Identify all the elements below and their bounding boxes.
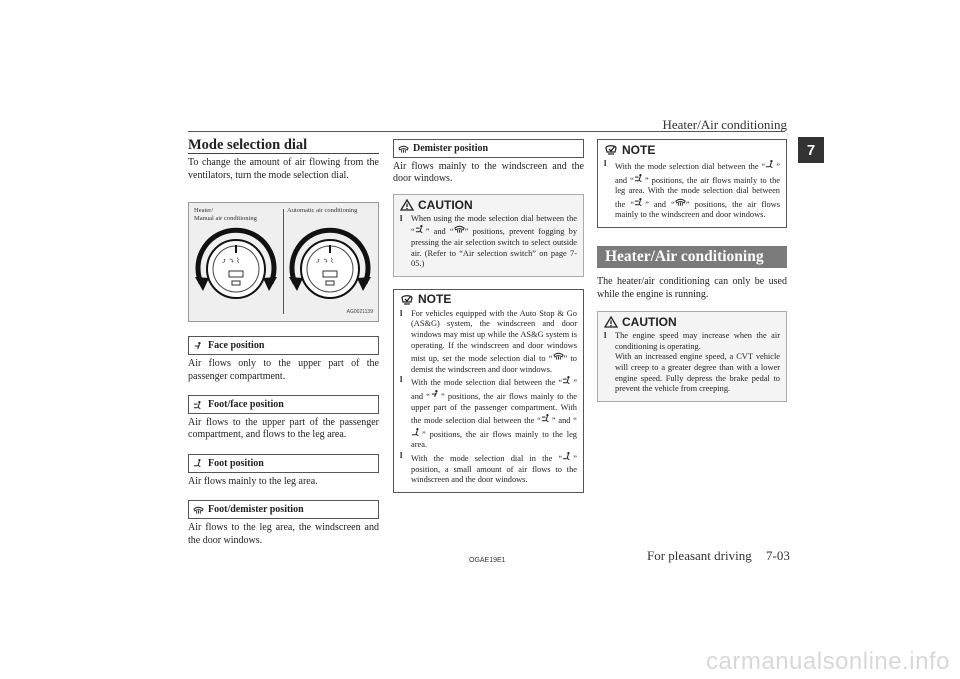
- note-icon: [400, 294, 414, 306]
- foot-demister-position-text: Air flows to the leg area, the windscreen and the door windows.: [188, 522, 379, 546]
- demister-position-heading: Demister position: [393, 139, 584, 158]
- note-item: l With the mode selection dial between the “ ” and “ ” positions, the air flows mainly to the leg area. With the mode selection dial between the “ ” and “ ” positions, the air flows mainly to the windscreen and door windows.: [604, 159, 780, 220]
- caution-item-2: l The engine speed may increase when the air conditioning is operating. With an increased engine speed, a CVT vehicle will creep to a greater degree than with a lower engine speed. Fully depress the brake pedal to prevent the vehicle from creeping.: [604, 331, 780, 394]
- chapter-tab: 7: [798, 137, 824, 163]
- foot-icon: [562, 451, 573, 461]
- mode-dial-figure: [188, 202, 379, 322]
- foot-face-icon: [562, 375, 573, 385]
- column-2: [393, 139, 584, 493]
- foot-icon: [411, 427, 422, 437]
- demister-position-text: Air flows mainly to the windscreen and the door windows.: [393, 161, 584, 185]
- foot-icon: [193, 458, 204, 468]
- face-icon: [193, 341, 204, 351]
- note-title-2: NOTE: [604, 144, 780, 156]
- note-box-2: [597, 139, 787, 228]
- foot-face-icon: [634, 173, 645, 183]
- face-position-text: Air flows only to the upper part of the passenger compartment.: [188, 358, 379, 382]
- note-item-1: l For vehicles equipped with the Auto Stop & Go (AS&G) system, the windscreen and door windows may mist up while the AS&G system is operating. If the windscreen and door windows mist up, set the mode selection dial to “ ” to demist the windscreen and door windows.: [400, 308, 577, 374]
- note-item-3: l With the mode selection dial in the “ ” position, a small amount of air flows to the windscreen and the door windows.: [400, 450, 577, 485]
- note-box-1: [393, 289, 584, 493]
- foot-position-text: Air flows mainly to the leg area.: [188, 475, 318, 487]
- foot-face-icon: [193, 400, 204, 410]
- foot-face-position-heading: Foot/face position: [188, 395, 379, 414]
- demister-icon: [553, 351, 564, 361]
- caution-item: l When using the mode selection dial between the “ ” and “ ” positions, prevent fogging by pressing the air selection switch to select outside air. (Refer to “Air selection switch” on page 7-05.): [400, 213, 578, 269]
- demister-icon: [398, 144, 409, 154]
- note-icon: [604, 144, 618, 156]
- foot-demister-position-heading: Foot/demister position: [188, 500, 379, 519]
- figure-divider: [283, 209, 284, 314]
- foot-face-icon: [415, 224, 426, 234]
- document-code: OGAE19E1: [469, 557, 506, 564]
- figure-label-manual: Heater/ Manual air conditioning: [194, 207, 257, 222]
- caution-title-2: CAUTION: [604, 316, 780, 328]
- footer-chapter: For pleasant driving: [647, 548, 752, 563]
- column-3: [597, 139, 787, 402]
- caution-box-2: [597, 311, 787, 402]
- watermark: carmanualsonline.info: [706, 648, 950, 675]
- demister-icon: [454, 224, 465, 234]
- automatic-mode-dial-icon: [287, 223, 373, 309]
- section-banner: Heater/Air conditioning: [597, 246, 787, 268]
- svg-text:⤴ ⤵ ⌇: ⤴ ⤵ ⌇: [315, 257, 334, 266]
- intro-text: To change the amount of air flowing from the ventilators, turn the mode selection dial.: [188, 157, 379, 181]
- figure-label-automatic: Automatic air conditioning: [287, 207, 358, 215]
- running-header: Heater/Air conditioning: [662, 117, 787, 132]
- column-1: [188, 139, 379, 547]
- manual-mode-dial-icon: [193, 223, 279, 309]
- foot-face-icon: [634, 197, 645, 207]
- foot-position-heading: Foot position: [188, 454, 379, 473]
- caution-icon: [400, 199, 414, 211]
- foot-icon: [765, 159, 776, 169]
- svg-text:⤴ ⤵ ⌇: ⤴ ⤵ ⌇: [221, 257, 240, 266]
- header-rule: [188, 131, 785, 132]
- section-title: Mode selection dial: [188, 139, 379, 154]
- caution-title: CAUTION: [400, 199, 577, 211]
- foot-demister-icon: [193, 505, 204, 515]
- footer-page-number: 7-03: [766, 548, 790, 563]
- face-position-heading: Face position: [188, 336, 379, 355]
- foot-face-position-text: Air flows to the upper part of the passenger compartment, and flows to the leg area.: [188, 417, 379, 441]
- caution-box-1: [393, 194, 584, 277]
- demister-icon: [675, 197, 686, 207]
- foot-face-icon: [541, 413, 552, 423]
- heater-intro-text: The heater/air conditioning can only be used while the engine is running.: [597, 276, 787, 300]
- note-title: NOTE: [400, 294, 577, 306]
- face-icon: [430, 389, 441, 399]
- figure-code: AG0021139: [346, 308, 373, 315]
- caution-icon: [604, 316, 618, 328]
- note-item-2: l With the mode selection dial between the “ ” and “ ” positions, the air flows mainly to the upper part of the passenger compartment. With the mode selection dial between the “ ” and “” positions, the air flows mainly to the leg area.: [400, 375, 577, 450]
